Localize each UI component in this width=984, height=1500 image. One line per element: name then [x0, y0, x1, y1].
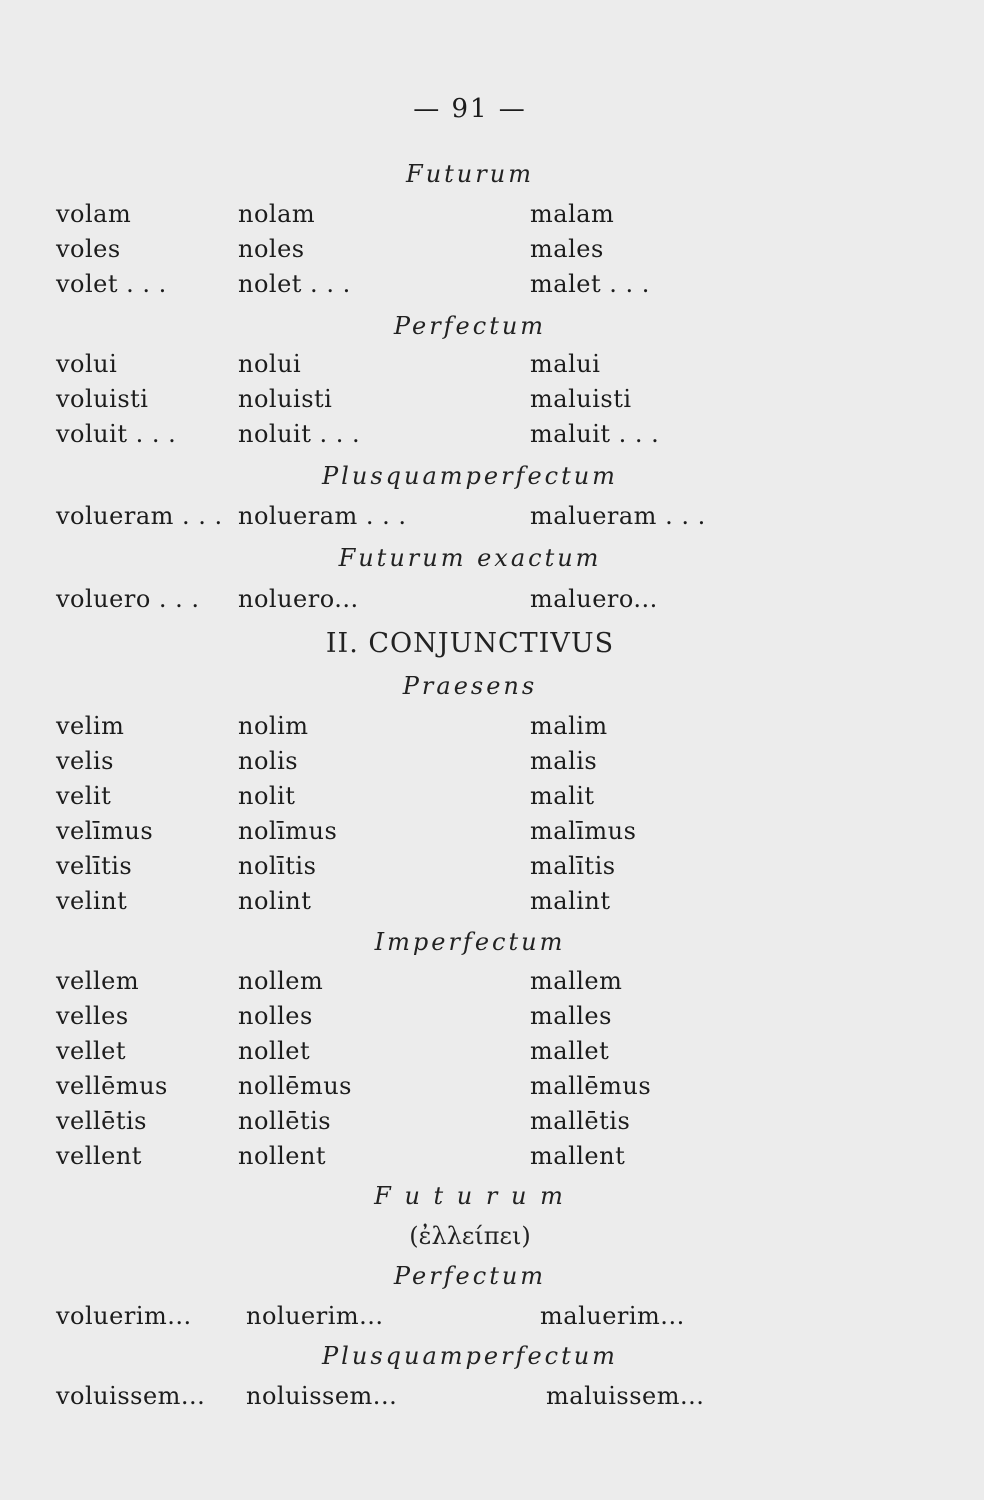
- malle-form: malim: [530, 712, 608, 740]
- nolle-form: nolīmus: [238, 817, 338, 845]
- nolle-form: noles: [238, 235, 305, 263]
- malle-form: mallent: [530, 1142, 626, 1170]
- velle-form: velīmus: [56, 817, 154, 845]
- table-row: [0, 1002, 984, 1036]
- malle-form: malītis: [530, 852, 616, 880]
- velle-form: voluerim...: [56, 1302, 192, 1330]
- nolle-form: nollet: [238, 1037, 311, 1065]
- malle-form: maluerim...: [540, 1302, 685, 1330]
- nolle-form: nollēmus: [238, 1072, 352, 1100]
- table-row: [0, 585, 984, 619]
- velle-form: velim: [56, 712, 125, 740]
- nolle-form: nolis: [238, 747, 299, 775]
- table-row: [0, 852, 984, 886]
- velle-form: voluisti: [56, 385, 149, 413]
- nolle-form: nolui: [238, 350, 302, 378]
- malle-form: maluisti: [530, 385, 632, 413]
- heading-futurum-exactum: Futurum exactum: [338, 544, 602, 572]
- table-row: [0, 782, 984, 816]
- malle-form: mallem: [530, 967, 623, 995]
- table-row: [0, 1302, 984, 1336]
- malle-form: maluit . . .: [530, 420, 660, 448]
- nolle-form: noluit . . .: [238, 420, 361, 448]
- page-number: — 91 —: [413, 94, 527, 124]
- heading-plusquamperfectum-conjunctivus: Plusquamperfectum: [322, 1342, 618, 1370]
- malle-form: mallēmus: [530, 1072, 652, 1100]
- heading-conjunctivus: II. CONJUNCTIVUS: [325, 628, 615, 659]
- nolle-form: nolet . . .: [238, 270, 351, 298]
- table-row: [0, 1072, 984, 1106]
- malle-form: malui: [530, 350, 601, 378]
- nolle-form: nolam: [238, 200, 316, 228]
- velle-form: velles: [56, 1002, 129, 1030]
- nolle-form: nolit: [238, 782, 296, 810]
- table-row: [0, 420, 984, 454]
- velle-form: volam: [56, 200, 132, 228]
- nolle-form: nolles: [238, 1002, 313, 1030]
- nolle-form: nolītis: [238, 852, 317, 880]
- velle-form: volet . . .: [56, 270, 167, 298]
- table-row: [0, 270, 984, 304]
- nolle-form: nolueram . . .: [238, 502, 407, 530]
- velle-form: velītis: [56, 852, 133, 880]
- malle-form: malles: [530, 1002, 612, 1030]
- ellipsis-note: (ἐλλείπει): [409, 1222, 531, 1250]
- nolle-form: nolim: [238, 712, 309, 740]
- nolle-form: noluisti: [238, 385, 333, 413]
- malle-form: malis: [530, 747, 598, 775]
- velle-form: volueram . . .: [56, 502, 223, 530]
- velle-form: vellet: [56, 1037, 126, 1065]
- table-row: [0, 967, 984, 1001]
- nolle-form: nollētis: [238, 1107, 332, 1135]
- malle-form: mallet: [530, 1037, 610, 1065]
- malle-form: malueram . . .: [530, 502, 706, 530]
- table-row: [0, 1142, 984, 1176]
- velle-form: vellētis: [56, 1107, 147, 1135]
- heading-plusquamperfectum: Plusquamperfectum: [322, 462, 618, 490]
- table-row: [0, 350, 984, 384]
- velle-form: voluissem...: [56, 1382, 206, 1410]
- velle-form: voles: [56, 235, 121, 263]
- heading-futurum-conjunctivus: F u t u r u m: [374, 1182, 566, 1210]
- malle-form: mallētis: [530, 1107, 631, 1135]
- malle-form: malit: [530, 782, 595, 810]
- heading-perfectum-conjunctivus: Perfectum: [393, 1262, 547, 1290]
- heading-perfectum: Perfectum: [393, 312, 547, 340]
- velle-form: voluit . . .: [56, 420, 177, 448]
- heading-imperfectum: Imperfectum: [374, 928, 566, 956]
- velle-form: velit: [56, 782, 112, 810]
- heading-futurum: Futurum: [406, 160, 534, 188]
- nolle-form: nolint: [238, 887, 312, 915]
- table-row: [0, 235, 984, 269]
- heading-praesens: Praesens: [402, 672, 538, 700]
- velle-form: velint: [56, 887, 128, 915]
- velle-form: vellēmus: [56, 1072, 168, 1100]
- malle-form: maluero...: [530, 585, 658, 613]
- malle-form: males: [530, 235, 604, 263]
- table-row: [0, 502, 984, 536]
- table-row: [0, 1382, 984, 1416]
- velle-form: vellem: [56, 967, 140, 995]
- velle-form: velis: [56, 747, 114, 775]
- nolle-form: noluerim...: [246, 1302, 384, 1330]
- table-row: [0, 1107, 984, 1141]
- table-row: [0, 817, 984, 851]
- malle-form: malīmus: [530, 817, 637, 845]
- malle-form: malint: [530, 887, 611, 915]
- table-row: [0, 1037, 984, 1071]
- nolle-form: noluero...: [238, 585, 359, 613]
- table-row: [0, 712, 984, 746]
- malle-form: malam: [530, 200, 615, 228]
- table-row: [0, 385, 984, 419]
- malle-form: malet . . .: [530, 270, 650, 298]
- nolle-form: nollent: [238, 1142, 327, 1170]
- table-row: [0, 887, 984, 921]
- nolle-form: nollem: [238, 967, 324, 995]
- velle-form: volui: [56, 350, 118, 378]
- velle-form: voluero . . .: [56, 585, 200, 613]
- table-row: [0, 200, 984, 234]
- malle-form: maluissem...: [546, 1382, 705, 1410]
- table-row: [0, 747, 984, 781]
- nolle-form: noluissem...: [246, 1382, 398, 1410]
- velle-form: vellent: [56, 1142, 142, 1170]
